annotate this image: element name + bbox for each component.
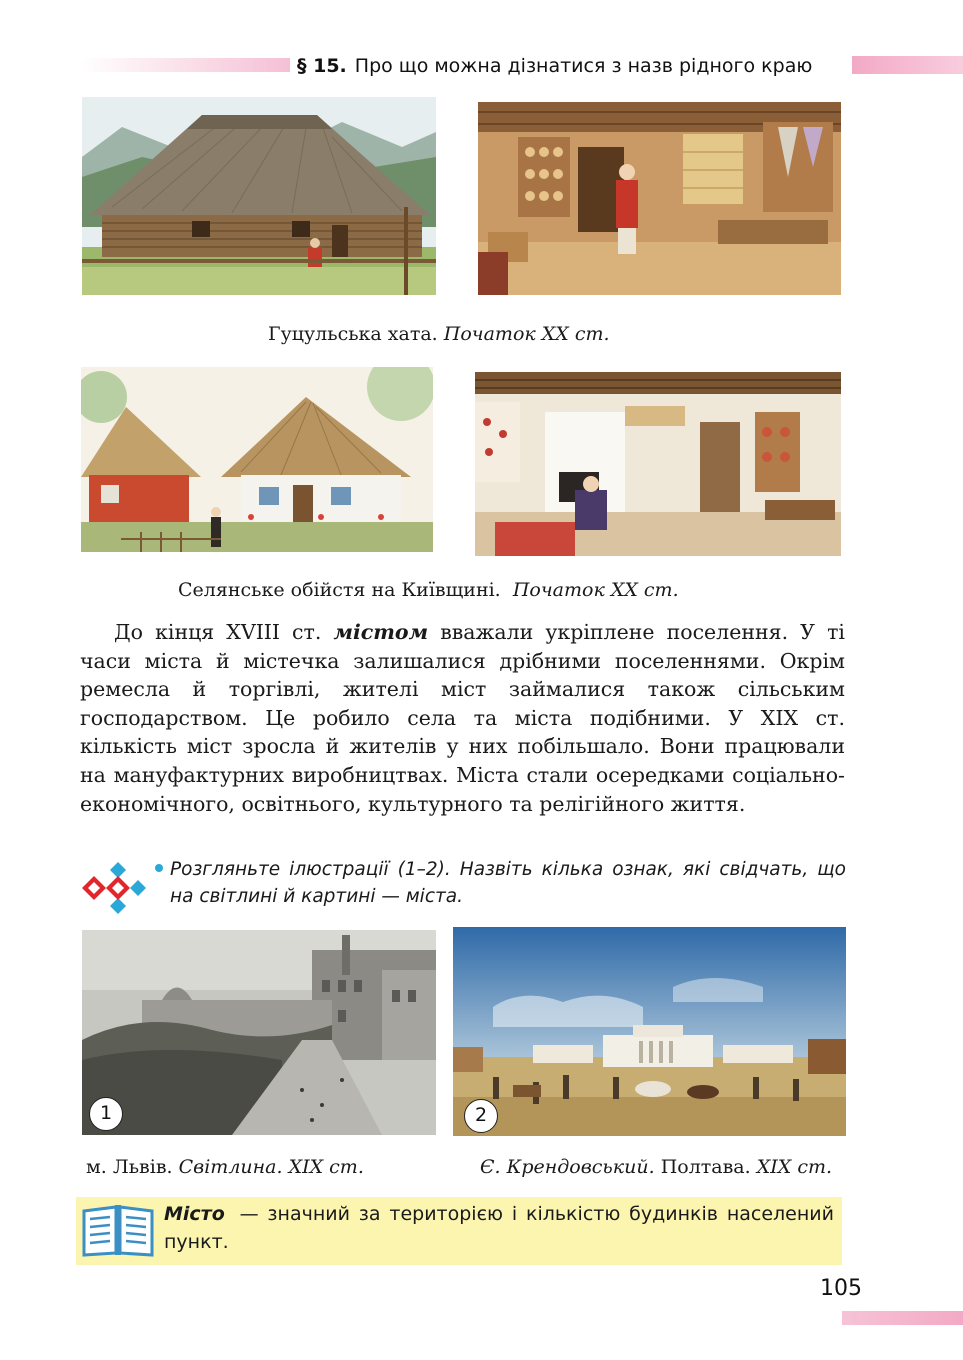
caption-poltava-author: Є. Крендовський. — [480, 1156, 655, 1178]
caption-hutsul — [268, 321, 610, 347]
open-book-icon — [82, 1201, 154, 1257]
page-number: 105 — [820, 1276, 862, 1301]
definition-text — [164, 1200, 834, 1256]
header-decor-left — [80, 58, 290, 72]
caption-poltava-text: Полтава. — [660, 1156, 751, 1178]
task-text: Розгляньте ілюстрації (1–2). Назвіть кілька ознак, які свідчать, що на світлині й картині — міста. — [170, 859, 846, 907]
caption-kyiv-text: Селянське обійстя на Київщині. — [178, 579, 501, 601]
illustration-badge-1: 1 — [89, 1097, 123, 1131]
task-bullet — [155, 864, 163, 872]
paragraph-term: містом — [333, 620, 429, 644]
caption-lviv-date: Світлина. ХІХ ст. — [178, 1156, 364, 1178]
paragraph-start: До кінця XVIII ст. — [114, 620, 322, 644]
main-paragraph — [80, 618, 845, 818]
header-decor-right — [852, 56, 963, 74]
definition-term: Місто — [164, 1203, 225, 1225]
caption-lviv — [86, 1154, 364, 1180]
caption-kyiv — [178, 577, 679, 603]
caption-poltava-date: ХІХ ст. — [756, 1156, 833, 1178]
diamond-ornament-icon — [80, 862, 150, 914]
caption-hutsul-text: Гуцульська хата. — [268, 323, 438, 345]
lviv-photo-image — [82, 930, 436, 1135]
section-title: Про що можна дізнатися з назв рідного краю — [354, 55, 813, 77]
caption-hutsul-date: Початок ХХ ст. — [443, 323, 610, 345]
section-header — [297, 52, 849, 80]
caption-poltava — [480, 1154, 832, 1180]
section-number: § 15. — [297, 55, 347, 77]
kyiv-homestead-exterior-image — [81, 367, 433, 552]
paragraph-rest: вважали укріплене поселення. У ті часи міста й містечка залишалися дрібними поселеннями. Окрім ремесла й торгівлі, жителі міст займалися також сільським господарством. Це робило села та міста подібними. У ХІХ ст. кількість міст зросла й жителів у них побільшало. Вони працювали на мануфактурних виробництвах. Міста стали осередками соціально-економічного, освітнього, культурного та релігійного життя. — [80, 620, 845, 816]
footer-decor — [842, 1311, 963, 1325]
illustration-badge-2: 2 — [464, 1099, 498, 1133]
caption-lviv-text: м. Львів. — [86, 1156, 173, 1178]
caption-kyiv-date: Початок ХХ ст. — [512, 579, 679, 601]
poltava-painting-image — [453, 927, 846, 1136]
hutsul-house-exterior-image — [82, 97, 436, 295]
definition-body: — значний за територією і кількістю будинків населений пункт. — [164, 1203, 834, 1253]
hutsul-house-interior-image — [478, 102, 841, 295]
kyiv-homestead-interior-image — [475, 372, 841, 556]
